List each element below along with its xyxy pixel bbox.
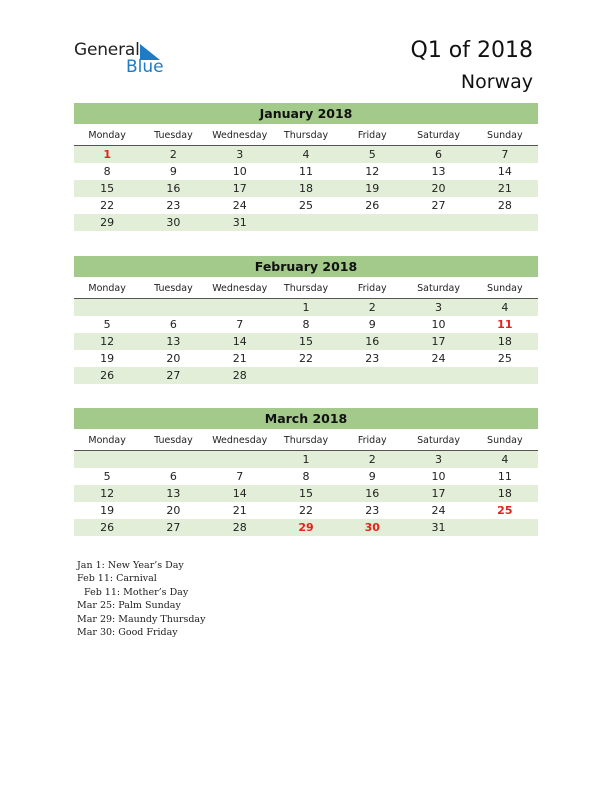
day-cell: 28 — [232, 369, 247, 382]
day-cell: 26 — [365, 199, 380, 212]
weekday-label: Wednesday — [212, 435, 268, 446]
day-cell: 2 — [368, 453, 376, 466]
day-cell: 30 — [166, 216, 181, 229]
weekday-label: Sunday — [487, 435, 523, 446]
weekday-label: Saturday — [417, 283, 460, 294]
day-cell: 9 — [169, 165, 177, 178]
holiday-note: Mar 25: Palm Sunday — [77, 600, 181, 612]
day-cell: 19 — [365, 182, 380, 195]
day-cell: 28 — [497, 199, 512, 212]
day-cell: 21 — [232, 352, 247, 365]
day-cell: 23 — [365, 352, 380, 365]
day-cell — [273, 214, 339, 231]
day-cell: 18 — [497, 487, 512, 500]
day-cell: 15 — [298, 335, 313, 348]
week-row — [74, 197, 538, 214]
week-row — [74, 299, 538, 316]
day-cell: 24 — [431, 504, 446, 517]
day-cell — [472, 367, 538, 384]
week-row — [74, 316, 538, 333]
day-cell: 27 — [166, 521, 181, 534]
day-cell: 27 — [166, 369, 181, 382]
weekday-label: Saturday — [417, 435, 460, 446]
day-cell: 7 — [501, 148, 509, 161]
day-cell: 9 — [368, 470, 376, 483]
holiday-note: Mar 30: Good Friday — [77, 626, 178, 638]
day-cell: 1 — [302, 301, 310, 314]
week-row — [74, 468, 538, 485]
day-cell: 3 — [435, 453, 443, 466]
day-cell — [140, 299, 206, 316]
day-cell: 12 — [100, 335, 115, 348]
logo — [74, 40, 184, 80]
day-cell: 26 — [100, 521, 115, 534]
day-cell: 4 — [501, 301, 509, 314]
holiday-notes — [77, 559, 205, 639]
day-cell — [74, 299, 140, 316]
day-cell: 2 — [368, 301, 376, 314]
weekday-label: Thursday — [283, 435, 329, 446]
day-cell: 2 — [169, 148, 177, 161]
day-cell: 19 — [100, 504, 115, 517]
day-cell: 11 — [298, 165, 313, 178]
day-cell: 22 — [298, 504, 313, 517]
day-cell: 28 — [232, 521, 247, 534]
day-cell: 10 — [431, 318, 446, 331]
day-cell: 29 — [100, 216, 115, 229]
day-cell: 8 — [302, 318, 310, 331]
day-cell — [405, 214, 471, 231]
month-calendar — [74, 408, 538, 536]
quarter-title: Q1 of 2018 — [410, 38, 533, 63]
day-cell: 24 — [232, 199, 247, 212]
day-cell: 11 — [497, 318, 513, 331]
day-cell: 25 — [497, 352, 512, 365]
day-cell: 26 — [100, 369, 115, 382]
day-cell — [472, 519, 538, 536]
day-cell: 12 — [100, 487, 115, 500]
weekday-label: Friday — [357, 435, 387, 446]
day-cell: 17 — [232, 182, 247, 195]
day-cell: 15 — [100, 182, 115, 195]
day-cell — [207, 451, 273, 468]
holiday-note: Feb 11: Mother’s Day — [84, 586, 189, 598]
weekday-label: Friday — [357, 130, 387, 141]
day-cell: 29 — [298, 521, 314, 534]
day-cell: 31 — [431, 521, 446, 534]
day-cell: 14 — [497, 165, 512, 178]
day-cell: 20 — [166, 352, 181, 365]
day-cell: 19 — [100, 352, 115, 365]
weekday-header-row — [74, 280, 538, 299]
weekday-header-row — [74, 432, 538, 451]
day-cell: 25 — [497, 504, 513, 517]
month-title: February 2018 — [74, 256, 538, 277]
day-cell: 20 — [166, 504, 181, 517]
day-cell: 21 — [232, 504, 247, 517]
day-cell — [339, 214, 405, 231]
weekday-label: Tuesday — [154, 130, 193, 141]
day-cell: 5 — [103, 318, 111, 331]
day-cell: 18 — [497, 335, 512, 348]
day-cell — [405, 367, 471, 384]
day-cell: 16 — [365, 487, 380, 500]
weekday-label: Monday — [88, 130, 126, 141]
weekday-label: Sunday — [487, 130, 523, 141]
month-calendar — [74, 103, 538, 231]
day-cell: 6 — [169, 318, 177, 331]
day-cell: 18 — [298, 182, 313, 195]
day-cell: 25 — [298, 199, 313, 212]
day-cell: 7 — [236, 470, 244, 483]
weekday-label: Monday — [88, 283, 126, 294]
day-cell: 5 — [368, 148, 376, 161]
day-cell: 14 — [232, 335, 247, 348]
month-calendar — [74, 256, 538, 384]
week-row — [74, 502, 538, 519]
day-cell: 3 — [435, 301, 443, 314]
day-cell: 1 — [103, 148, 111, 161]
day-cell — [207, 299, 273, 316]
day-cell: 11 — [497, 470, 512, 483]
day-cell — [472, 214, 538, 231]
week-row — [74, 350, 538, 367]
day-cell: 21 — [497, 182, 512, 195]
weekday-label: Wednesday — [212, 130, 268, 141]
week-row — [74, 146, 538, 163]
day-cell: 10 — [431, 470, 446, 483]
day-cell: 10 — [232, 165, 247, 178]
day-cell: 6 — [435, 148, 443, 161]
day-cell: 20 — [431, 182, 446, 195]
weekday-label: Wednesday — [212, 283, 268, 294]
week-row — [74, 180, 538, 197]
day-cell: 4 — [302, 148, 310, 161]
day-cell: 7 — [236, 318, 244, 331]
holiday-note: Feb 11: Carnival — [77, 573, 157, 585]
weekday-label: Monday — [88, 435, 126, 446]
day-cell: 24 — [431, 352, 446, 365]
day-cell: 5 — [103, 470, 111, 483]
holiday-note: Jan 1: New Year’s Day — [77, 560, 184, 571]
holiday-note: Mar 29: Maundy Thursday — [77, 613, 206, 625]
day-cell: 8 — [103, 165, 111, 178]
day-cell: 6 — [169, 470, 177, 483]
weekday-label: Saturday — [417, 130, 460, 141]
day-cell: 9 — [368, 318, 376, 331]
weekday-label: Sunday — [487, 283, 523, 294]
week-row — [74, 367, 538, 384]
day-cell — [140, 451, 206, 468]
day-cell: 17 — [431, 335, 446, 348]
day-cell: 16 — [365, 335, 380, 348]
weekday-label: Tuesday — [154, 435, 193, 446]
week-row — [74, 163, 538, 180]
day-cell: 13 — [166, 335, 181, 348]
day-cell: 12 — [365, 165, 380, 178]
day-cell: 15 — [298, 487, 313, 500]
day-cell: 16 — [166, 182, 181, 195]
month-title: March 2018 — [74, 408, 538, 429]
day-cell — [273, 367, 339, 384]
day-cell: 14 — [232, 487, 247, 500]
day-cell: 3 — [236, 148, 244, 161]
day-cell: 30 — [364, 521, 380, 534]
day-cell: 8 — [302, 470, 310, 483]
week-row — [74, 333, 538, 350]
country-title: Norway — [460, 71, 533, 93]
day-cell: 23 — [166, 199, 181, 212]
day-cell: 31 — [232, 216, 247, 229]
weekday-label: Thursday — [283, 283, 329, 294]
day-cell: 27 — [431, 199, 446, 212]
day-cell: 22 — [100, 199, 115, 212]
month-title: January 2018 — [74, 103, 538, 124]
logo-blue-text: Blue — [126, 57, 164, 77]
day-cell: 17 — [431, 487, 446, 500]
day-cell — [339, 367, 405, 384]
week-row — [74, 485, 538, 502]
week-row — [74, 519, 538, 536]
weekday-label: Thursday — [283, 130, 329, 141]
day-cell: 1 — [302, 453, 310, 466]
week-row — [74, 214, 538, 231]
day-cell: 23 — [365, 504, 380, 517]
day-cell: 4 — [501, 453, 509, 466]
week-row — [74, 451, 538, 468]
day-cell: 13 — [431, 165, 446, 178]
day-cell: 13 — [166, 487, 181, 500]
day-cell — [74, 451, 140, 468]
weekday-label: Friday — [357, 283, 387, 294]
day-cell: 22 — [298, 352, 313, 365]
weekday-label: Tuesday — [154, 283, 193, 294]
weekday-header-row — [74, 127, 538, 146]
logo-general-text: General — [74, 40, 140, 60]
